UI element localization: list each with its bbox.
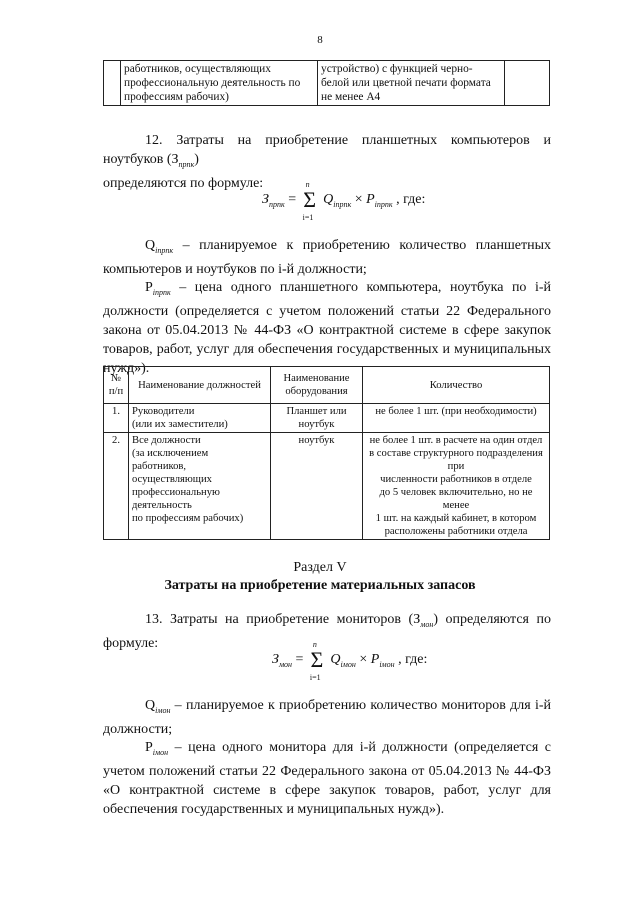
q-sub: iмон — [155, 705, 171, 715]
row-quantity — [363, 433, 550, 540]
p-text: – цена одного монитора для i-й должности (определяется с учетом положений статьи 22 Федерального закона от 05.04.2013 № 44-ФЗ «О контрактной системе в сфере закупок товаров, работ, услуг для обеспечения государственных и муниципальных нужд»). — [103, 740, 551, 817]
q-text: – планируемое к приобретению количество мониторов для i-й должности; — [103, 698, 551, 737]
q-symbol: Q — [145, 238, 156, 253]
cell-line: белой или цветной печати формата — [321, 77, 491, 89]
formula-mon: $З_{мон}$ = n Σ i=1 $Q_{iмон} \times P_{iмон}$ , где: — [272, 640, 428, 682]
header-equipment: Наименование оборудования — [271, 367, 363, 404]
row-position — [129, 404, 271, 433]
subscript: мон — [420, 619, 434, 629]
cell-line: устройство) с функцией черно- — [321, 63, 473, 75]
table-row — [104, 404, 550, 433]
cell-line: профессиям рабочих) — [124, 91, 229, 103]
row-num: 2. — [104, 433, 129, 540]
formula-lhs-sub: прпк — [268, 200, 285, 210]
formula-lhs: З — [262, 192, 269, 208]
row-num: 1. — [104, 404, 129, 433]
p-sub: iпрпк — [152, 287, 171, 297]
formula-lhs: З — [272, 652, 279, 668]
sum-symbol: n Σ i=1 — [302, 180, 316, 222]
p-symbol: P — [145, 280, 153, 295]
cell-line: Руководители — [132, 406, 195, 417]
q-text: – планируемое к приобретению количество планшетных компьютеров и ноутбуков по i-й должности; — [103, 238, 551, 277]
formula-lhs-sub: мон — [278, 660, 293, 670]
cell-line: численности работников в отделе — [380, 474, 532, 485]
section-13-intro — [103, 610, 551, 653]
continued-table — [103, 60, 550, 106]
cell-line: ноутбук — [298, 435, 335, 446]
cell-line: до 5 человек включительно, но не менее — [379, 487, 533, 511]
sum-symbol: n Σ i=1 — [309, 640, 324, 682]
formula-p-sub: iмон — [379, 660, 395, 670]
equipment-table — [103, 366, 550, 540]
cell-line: профессиональную деятельность по — [124, 77, 301, 89]
section-12-intro — [103, 131, 551, 193]
sum-top: n — [312, 640, 317, 649]
p-definition-prpk — [103, 278, 551, 378]
formula-p: P — [370, 652, 380, 668]
table-header-row — [104, 367, 550, 404]
q-definition-prpk — [103, 236, 551, 279]
row-position — [129, 433, 271, 540]
p-sub: iмон — [152, 747, 169, 757]
p-symbol: P — [145, 740, 153, 755]
formula-tail: , где: — [396, 192, 426, 208]
table-cell-position — [121, 61, 318, 106]
cell-line: Все должности — [132, 435, 201, 446]
row-quantity — [363, 404, 550, 433]
formula-q: Q — [323, 192, 334, 208]
table-cell-empty — [505, 61, 550, 106]
cell-line: не менее А4 — [321, 91, 381, 103]
cell-line: (или их заместители) — [132, 419, 228, 430]
intro-text-2: определяются по формуле: — [103, 175, 264, 191]
q-symbol: Q — [145, 698, 156, 713]
q-definition-mon — [103, 696, 551, 739]
cell-line: 1 шт. на каждый кабинет, в котором — [375, 513, 537, 524]
formula-q-sub: iмон — [340, 660, 356, 670]
row-equipment — [271, 404, 363, 433]
cell-line: не более 1 шт. в расчете на один отдел — [369, 435, 543, 446]
intro-text-2: ) определяются по формуле: — [103, 612, 551, 651]
sum-bottom: i=1 — [309, 673, 321, 682]
p-definition-mon — [103, 738, 551, 819]
sum-bottom: i=1 — [302, 213, 314, 222]
intro-text: 12. Затраты на приобретение планшетных компьютеров и ноутбуков (З — [103, 133, 551, 167]
page-number: 8 — [317, 34, 323, 46]
table-row — [104, 433, 550, 540]
cell-line: профессиональную — [132, 487, 220, 498]
cell-line: по профессиям рабочих) — [132, 513, 244, 524]
formula-p: P — [366, 192, 375, 208]
header-num: № п/п — [104, 367, 129, 404]
subscript: прпк — [178, 159, 195, 169]
section-subtitle: Затраты на приобретение материальных запасов — [164, 578, 476, 593]
formula-q-sub: iпрпк — [333, 200, 352, 210]
cell-line: ноутбук — [298, 419, 335, 430]
cell-line: в составе структурного подразделения при — [369, 448, 543, 472]
cell-line: работников, осуществляющих — [124, 63, 271, 75]
formula-p-sub: iпрпк — [374, 200, 393, 210]
sum-top: n — [305, 180, 310, 189]
cell-line: Планшет или — [286, 406, 347, 417]
cell-line: работников, — [132, 461, 187, 472]
table-cell-empty — [104, 61, 121, 106]
row-equipment — [271, 433, 363, 540]
formula-tail: , где: — [398, 652, 428, 668]
header-quantity: Количество — [363, 367, 550, 404]
cell-line: (за исключением — [132, 448, 209, 459]
cell-line: расположены работники отдела — [384, 526, 528, 537]
section-title: Раздел V — [293, 560, 347, 575]
q-sub: iпрпк — [155, 245, 174, 255]
intro-close: ) — [194, 152, 199, 167]
cell-line: деятельность — [132, 500, 192, 511]
cell-line: осуществляющих — [132, 474, 212, 485]
intro-text: 13. Затраты на приобретение мониторов (З — [145, 612, 421, 627]
formula-q: Q — [330, 652, 341, 668]
header-position: Наименование должностей — [129, 367, 271, 404]
formula-prpk: $З_{прпк}$ = n Σ i=1 $Q_{iпрпк} \times P_{iпрпк}$ , где: — [262, 180, 426, 222]
table-cell-equipment — [318, 61, 505, 106]
p-text: – цена одного планшетного компьютера, ноутбука по i-й должности (определяется с учетом положений статьи 22 Федерального закона от 05.04.2013 № 44-ФЗ «О контрактной системе в сфере закупок товаров, работ, услуг для обеспечения государственных и муниципальных нужд»). — [103, 280, 551, 376]
cell-line: не более 1 шт. (при необходимости) — [375, 406, 537, 417]
